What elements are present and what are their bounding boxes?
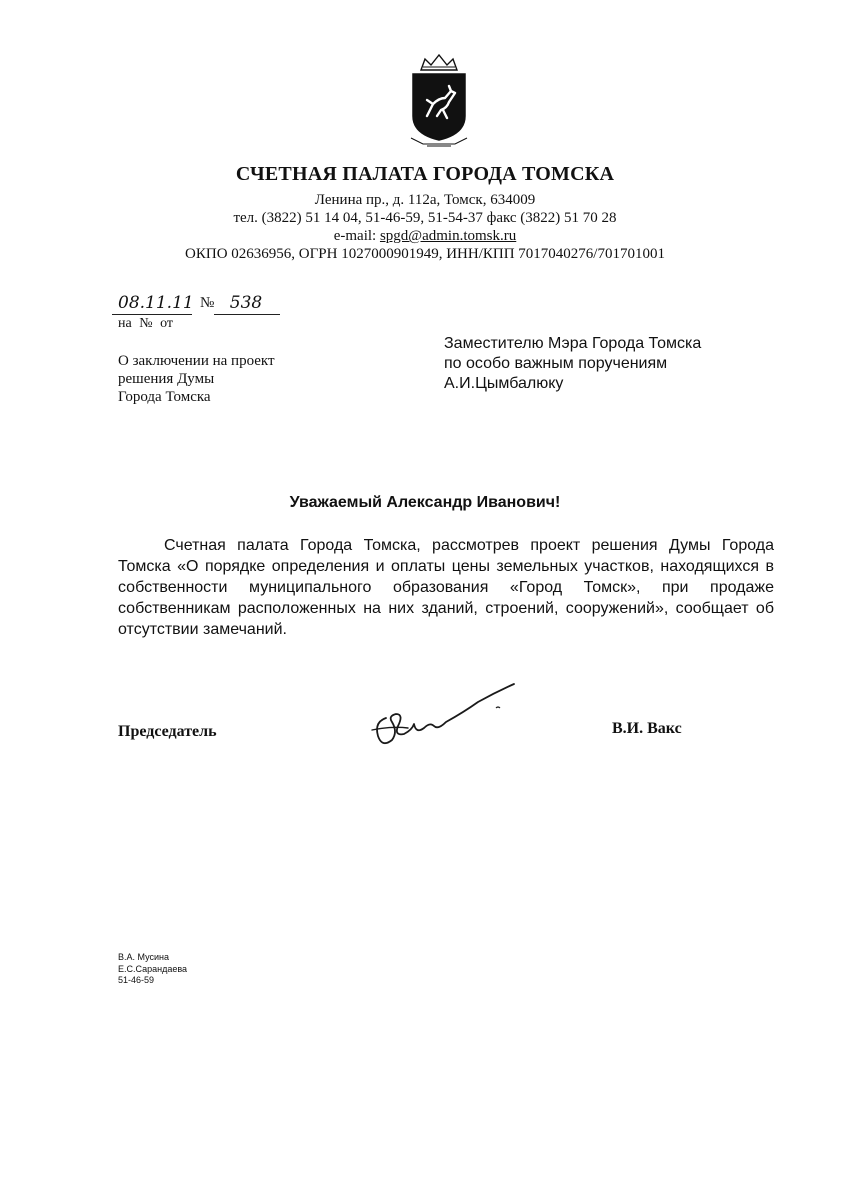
outgoing-date: 08.11.11	[118, 293, 194, 313]
date-underline	[112, 314, 192, 315]
number-label: №	[200, 295, 215, 311]
signer-title: Председатель	[118, 723, 217, 740]
salutation: Уважаемый Александр Иванович!	[289, 494, 561, 511]
executor-line: В.А. Мусина	[118, 952, 170, 962]
reply-reference: на № от	[118, 316, 173, 331]
addressee-line: по особо важным поручениям	[444, 355, 668, 372]
organization-phones: тел. (3822) 51 14 04, 51-46-59, 51-54-37 факс (3822) 51 70 28	[233, 210, 617, 226]
organization-email-line	[0, 228, 850, 245]
shield-icon	[413, 74, 465, 140]
coat-of-arms-emblem	[397, 50, 481, 150]
organization-name: СЧЕТНАЯ ПАЛАТА ГОРОДА ТОМСКА	[235, 163, 615, 185]
executor-line: Е.С.Сарандаева	[118, 963, 188, 974]
letter-body: Счетная палата Города Томска, рассмотрев проект решения Думы Города Томска «О порядке определения и оплаты цены земельных участков, находящихся в собственности муниципального образования «Город Томск», при продаже собственникам расположенных на них зданий, строений, сооружений», сообщает об отсутствии замечаний.	[118, 537, 774, 638]
number-underline	[214, 314, 280, 315]
executor-line: 51-46-59	[118, 975, 155, 985]
email-link[interactable]: spgd@admin.tomsk.ru	[379, 228, 517, 244]
crown-icon	[421, 55, 457, 70]
addressee-block	[444, 334, 701, 394]
signer-name: В.И. Вакс	[612, 720, 682, 737]
outgoing-number: 538	[229, 293, 263, 313]
email-label: e-mail:	[333, 228, 377, 244]
organization-registration-codes: ОКПО 02636956, ОГРН 1027000901949, ИНН/КПП 7017040276/701701001	[185, 246, 665, 262]
subject-line: О заключении на проект	[118, 353, 275, 369]
organization-address: Ленина пр., д. 112а, Томск, 634009	[314, 192, 536, 208]
executor-info	[118, 952, 187, 987]
addressee-line: Заместителю Мэра Города Томска	[444, 335, 702, 352]
subject-line: решения Думы	[118, 371, 215, 387]
subject-line: Города Томска	[118, 389, 211, 405]
handwritten-signature	[368, 678, 518, 758]
addressee-line: А.И.Цымбалюку	[444, 375, 564, 392]
letter-subject	[118, 352, 275, 406]
